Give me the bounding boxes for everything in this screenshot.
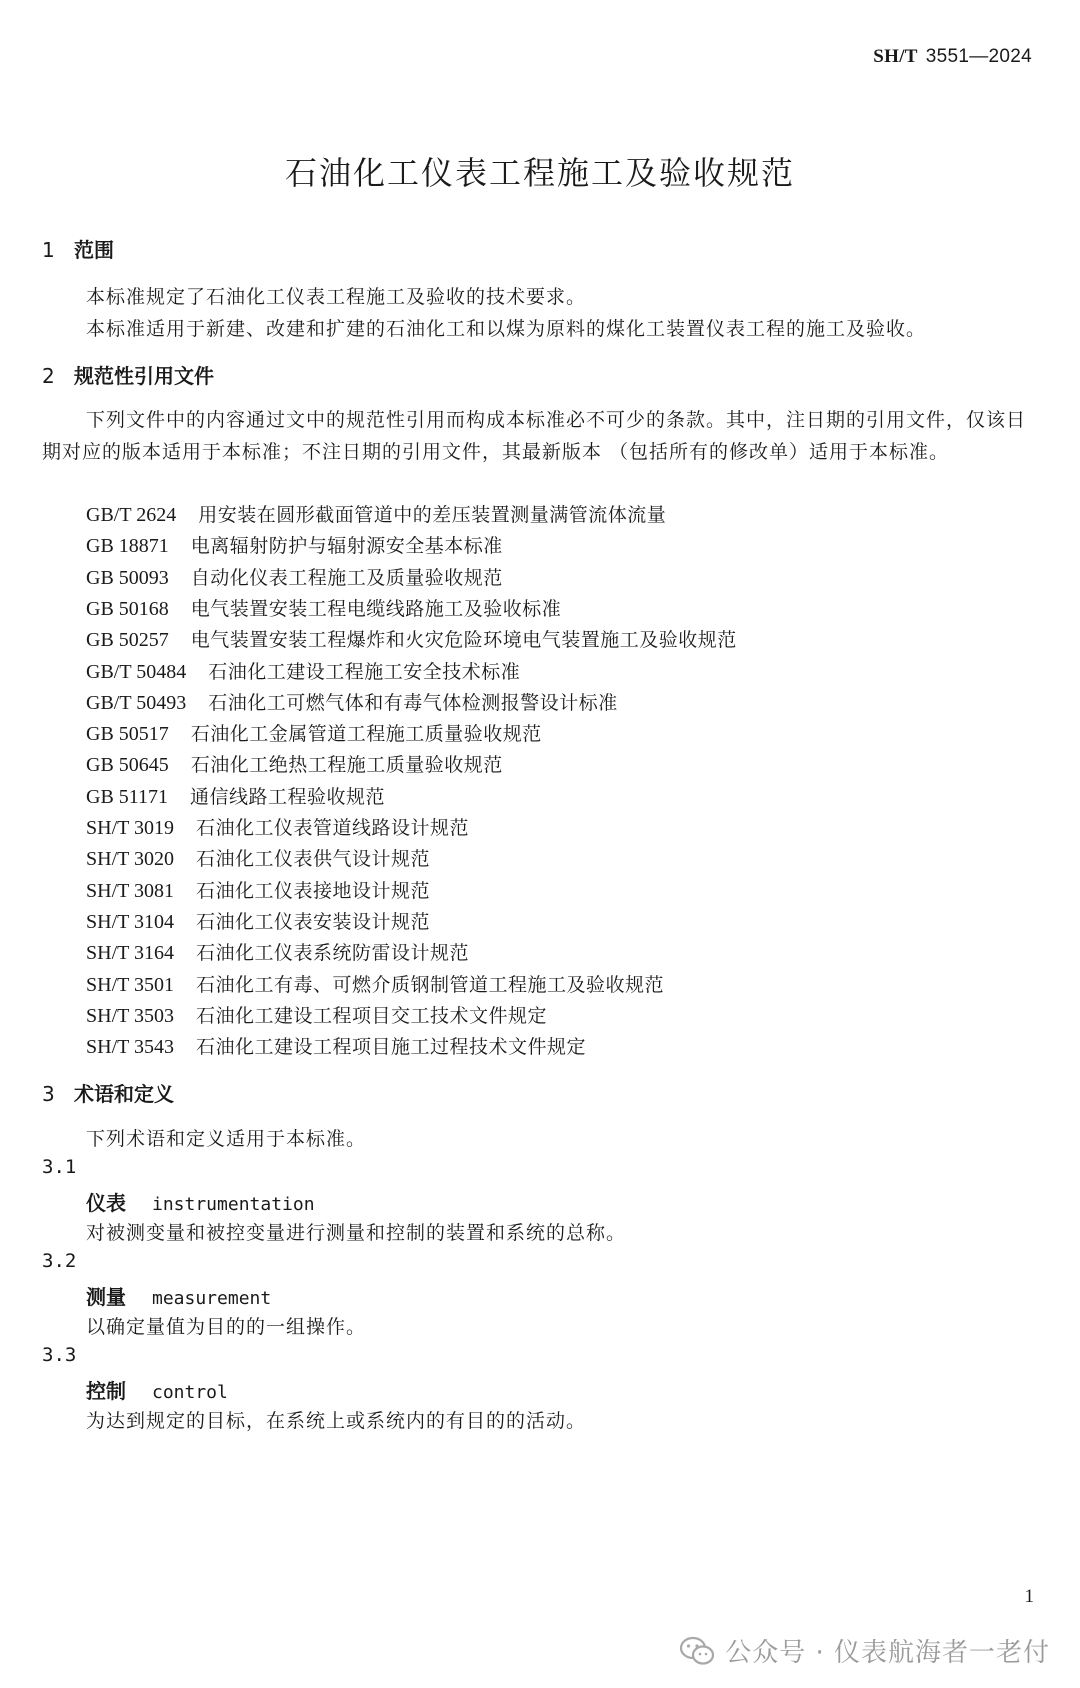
term-heading <box>86 1375 228 1404</box>
term-number: 3.1 <box>42 1156 77 1178</box>
reference-title: 石油化工仪表安装设计规范 <box>195 911 430 933</box>
reference-code: GB 50645 <box>86 754 169 776</box>
reference-code: SH/T 3019 <box>86 817 174 839</box>
wechat-icon <box>679 1636 715 1666</box>
reference-item <box>86 594 561 621</box>
term-chinese: 测量 <box>86 1285 126 1309</box>
term-definition: 对被测变量和被控变量进行测量和控制的装置和系统的总称。 <box>86 1222 627 1244</box>
reference-title: 石油化工建设工程施工安全技术标准 <box>208 661 521 683</box>
section-2-heading <box>42 360 214 389</box>
reference-code: GB 51171 <box>86 786 169 808</box>
reference-item <box>86 844 430 871</box>
reference-title: 用安装在圆形截面管道中的差压装置测量满管流体流量 <box>198 504 667 526</box>
term-heading <box>86 1281 271 1310</box>
term-number: 3.3 <box>42 1344 77 1366</box>
term-heading <box>86 1187 315 1216</box>
reference-code: SH/T 3501 <box>86 974 174 996</box>
term-english: measurement <box>152 1288 272 1309</box>
reference-code: SH/T 3543 <box>86 1036 174 1058</box>
term-definition: 为达到规定的目标，在系统上或系统内的有目的的活动。 <box>86 1410 587 1432</box>
standard-prefix: SH/T <box>873 46 918 67</box>
reference-title: 石油化工仪表供气设计规范 <box>195 848 430 870</box>
reference-code: SH/T 3164 <box>86 942 174 964</box>
term-english: control <box>152 1382 228 1403</box>
reference-item <box>86 970 664 997</box>
reference-code: GB 50168 <box>86 598 169 620</box>
reference-title: 电气装置安装工程电缆线路施工及验收标准 <box>190 598 562 620</box>
section-title: 范围 <box>74 238 114 262</box>
watermark-text: 公众号 · 仪表航海者一老付 <box>725 1638 1050 1668</box>
reference-item <box>86 563 503 590</box>
term-definition: 以确定量值为目的的一组操作。 <box>86 1316 367 1338</box>
reference-title: 石油化工仪表管道线路设计规范 <box>195 817 469 839</box>
reference-code: SH/T 3020 <box>86 848 174 870</box>
reference-title: 石油化工绝热工程施工质量验收规范 <box>190 754 503 776</box>
reference-title: 自动化仪表工程施工及质量验收规范 <box>190 567 503 589</box>
reference-item <box>86 531 503 558</box>
section-number: 2 <box>42 364 55 388</box>
reference-title: 石油化工有毒、可燃介质钢制管道工程施工及验收规范 <box>195 974 664 996</box>
reference-code: GB/T 2624 <box>86 504 177 526</box>
reference-item <box>86 719 542 746</box>
reference-title: 电离辐射防护与辐射源安全基本标准 <box>190 535 503 557</box>
term-chinese: 控制 <box>86 1379 126 1403</box>
reference-code: SH/T 3081 <box>86 880 174 902</box>
term-chinese: 仪表 <box>86 1191 126 1215</box>
reference-code: GB 50093 <box>86 567 169 589</box>
scope-paragraph-1: 本标准规定了石油化工仪表工程施工及验收的技术要求。 <box>86 286 587 308</box>
reference-item <box>86 625 737 652</box>
section-title: 术语和定义 <box>74 1082 174 1106</box>
document-title: 石油化工仪表工程施工及验收规范 <box>284 154 795 192</box>
reference-code: GB/T 50493 <box>86 692 187 714</box>
reference-item <box>86 938 469 965</box>
reference-title: 石油化工建设工程项目施工过程技术文件规定 <box>195 1036 586 1058</box>
section-number: 1 <box>42 238 55 262</box>
reference-item <box>86 1032 586 1059</box>
term-number: 3.2 <box>42 1250 77 1272</box>
terms-intro-paragraph: 下列术语和定义适用于本标准。 <box>86 1128 367 1150</box>
reference-code: GB 18871 <box>86 535 169 557</box>
reference-item <box>86 657 520 684</box>
watermark <box>679 1632 1050 1669</box>
reference-title: 电气装置安装工程爆炸和火灾危险环境电气装置施工及验收规范 <box>190 629 737 651</box>
section-title: 规范性引用文件 <box>74 364 214 388</box>
section-3-heading <box>42 1078 174 1107</box>
scope-paragraph-2: 本标准适用于新建、改建和扩建的石油化工和以煤为原料的煤化工装置仪表工程的施工及验收。 <box>86 318 927 340</box>
reference-item <box>86 750 503 777</box>
reference-code: GB 50517 <box>86 723 169 745</box>
term-english: instrumentation <box>152 1194 315 1215</box>
references-intro-paragraph: 下列文件中的内容通过文中的规范性引用而构成本标准必不可少的条款。其中，注日期的引用文件，仅该日期对应的版本适用于本标准；不注日期的引用文件，其最新版本 （包括所有的修改单）适用于本标准。 <box>42 409 1027 463</box>
reference-code: SH/T 3104 <box>86 911 174 933</box>
standard-number: 3551—2024 <box>925 46 1032 67</box>
reference-title: 石油化工仪表接地设计规范 <box>195 880 430 902</box>
reference-item <box>86 813 469 840</box>
reference-title: 石油化工金属管道工程施工质量验收规范 <box>190 723 542 745</box>
reference-title: 石油化工仪表系统防雷设计规范 <box>195 942 469 964</box>
reference-item <box>86 688 618 715</box>
page-number: 1 <box>1024 1586 1034 1607</box>
reference-code: SH/T 3503 <box>86 1005 174 1027</box>
section-number: 3 <box>42 1082 55 1106</box>
reference-code: GB/T 50484 <box>86 661 187 683</box>
section-1-heading <box>42 234 114 263</box>
standard-number-header <box>873 46 1032 68</box>
reference-item <box>86 907 430 934</box>
reference-code: GB 50257 <box>86 629 169 651</box>
reference-item <box>86 876 430 903</box>
reference-title: 石油化工可燃气体和有毒气体检测报警设计标准 <box>208 692 618 714</box>
reference-title: 通信线路工程验收规范 <box>190 786 386 808</box>
reference-item <box>86 782 385 809</box>
reference-item <box>86 500 666 527</box>
reference-item <box>86 1001 547 1028</box>
reference-title: 石油化工建设工程项目交工技术文件规定 <box>195 1005 547 1027</box>
